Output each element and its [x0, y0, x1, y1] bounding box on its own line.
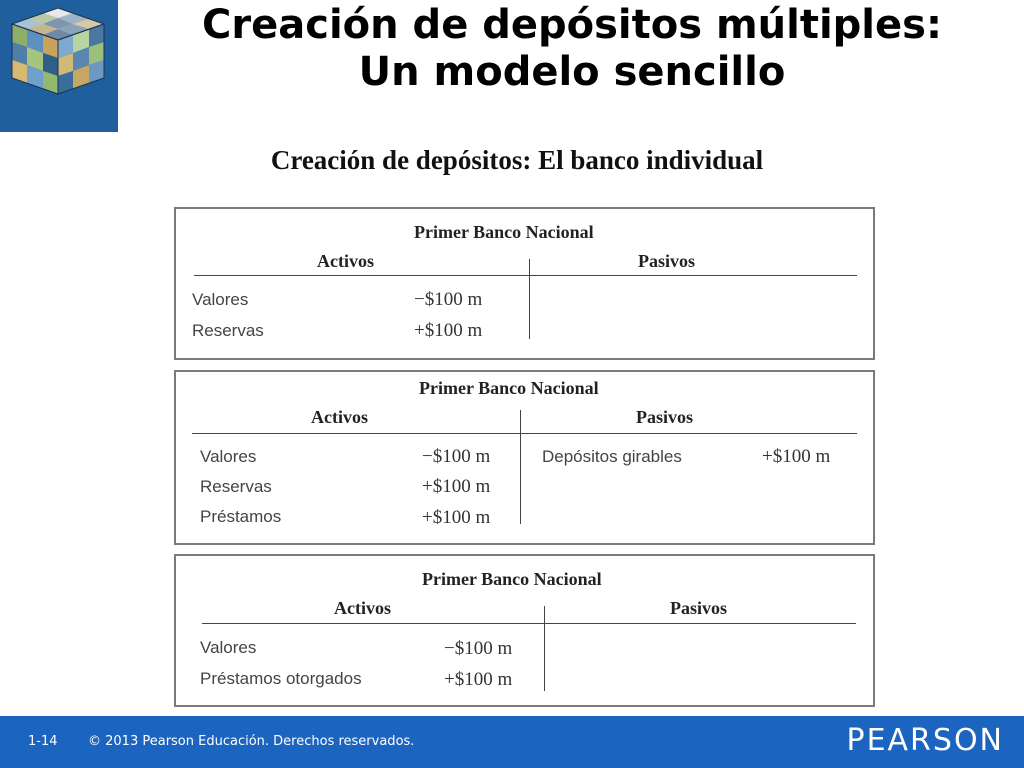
asset-label: Préstamos: [200, 507, 282, 526]
bank-name: Primer Banco Nacional: [419, 378, 599, 398]
copyright-text: © 2013 Pearson Educación. Derechos reservados.: [88, 734, 415, 749]
t-account-table-3: [174, 554, 875, 707]
center-divider: [544, 606, 545, 691]
slide-title-line1: Creación de depósitos múltiples:: [202, 2, 942, 48]
asset-value: +$100 m: [444, 669, 513, 690]
page-number: 1-14: [28, 734, 58, 749]
asset-value: −$100 m: [422, 446, 491, 467]
footer-bar: [0, 716, 1024, 768]
liability-label: Depósitos girables: [542, 447, 682, 466]
asset-label: Reservas: [200, 477, 272, 496]
slide-subtitle: Creación de depósitos: El banco individual: [270, 145, 764, 175]
liabilities-header: Pasivos: [636, 407, 694, 427]
t-account-table-1: [174, 207, 875, 360]
assets-header: Activos: [311, 407, 368, 427]
asset-label: Valores: [200, 638, 257, 657]
assets-header: Activos: [334, 598, 391, 618]
t-account-table-2: [174, 370, 875, 545]
asset-label: Préstamos otorgados: [200, 669, 362, 688]
center-divider: [520, 410, 521, 524]
header-rule: [202, 623, 856, 624]
header-rule: [192, 433, 857, 434]
slide-title: [120, 2, 1024, 96]
rubiks-cube-image: [0, 0, 118, 132]
pearson-logo: PEARSON: [846, 723, 1004, 758]
asset-label: Reservas: [192, 321, 264, 340]
asset-label: Valores: [200, 447, 257, 466]
center-divider: [529, 259, 530, 339]
assets-header: Activos: [317, 251, 374, 271]
liability-value: +$100 m: [762, 446, 831, 467]
asset-value: −$100 m: [444, 638, 513, 659]
bank-name: Primer Banco Nacional: [422, 569, 602, 589]
asset-value: +$100 m: [414, 320, 483, 341]
bank-name: Primer Banco Nacional: [414, 222, 594, 242]
asset-value: −$100 m: [414, 289, 483, 310]
slide-title-line2: Un modelo sencillo: [358, 49, 786, 95]
asset-value: +$100 m: [422, 507, 491, 528]
liabilities-header: Pasivos: [638, 251, 696, 271]
asset-value: +$100 m: [422, 476, 491, 497]
asset-label: Valores: [192, 290, 249, 309]
header-rule: [194, 275, 857, 276]
liabilities-header: Pasivos: [670, 598, 728, 618]
